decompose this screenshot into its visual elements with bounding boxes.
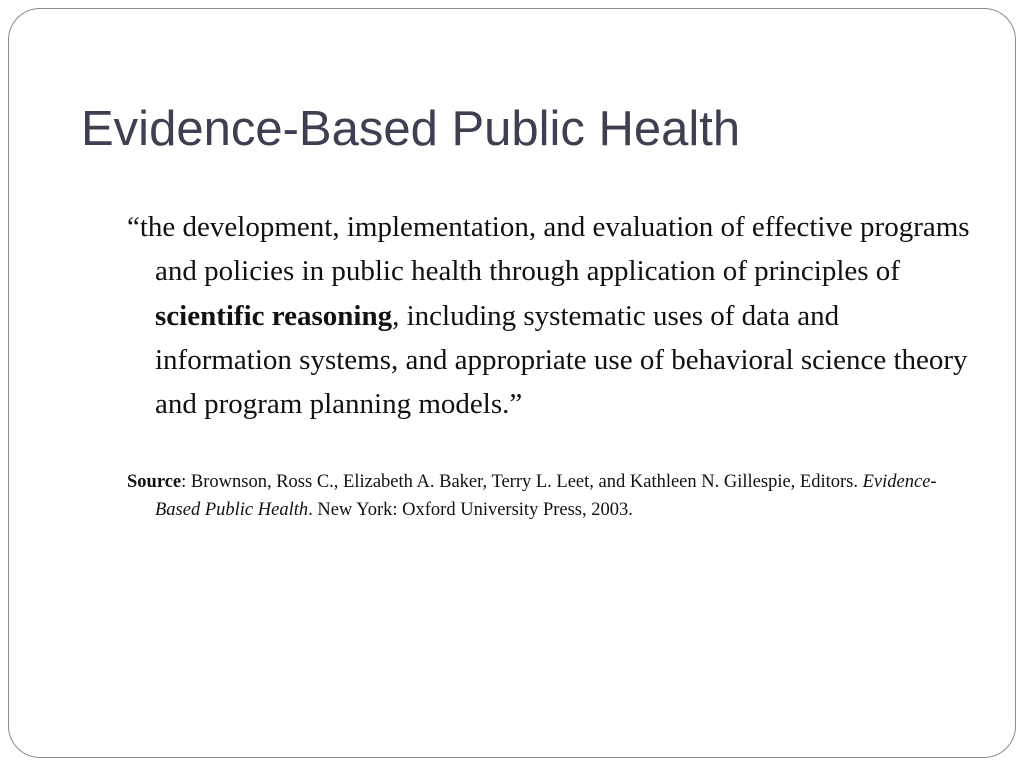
source-book-title: Evidence-Based Public Health bbox=[155, 472, 937, 520]
quote-emphasis: scientific reasoning bbox=[155, 299, 393, 332]
quote-text-end: , including systematic uses of data and information systems, and appropriate use of behavioral science theory and program planning models.” bbox=[155, 299, 968, 421]
source-label: Source bbox=[127, 472, 182, 492]
slide-title: Evidence-Based Public Health bbox=[81, 102, 741, 156]
source-citation bbox=[127, 469, 977, 524]
slide-frame bbox=[8, 8, 1016, 758]
quote-text-start: “the development, implementation, and evaluation of effective programs and policies in public health through application of principles of bbox=[127, 211, 970, 288]
source-authors: : Brownson, Ross C., Elizabeth A. Baker, Terry L. Leet, and Kathleen N. Gillespie, Editors. bbox=[181, 472, 863, 492]
source-publication: . New York: Oxford University Press, 2003. bbox=[308, 499, 633, 520]
definition-quote bbox=[127, 205, 977, 426]
